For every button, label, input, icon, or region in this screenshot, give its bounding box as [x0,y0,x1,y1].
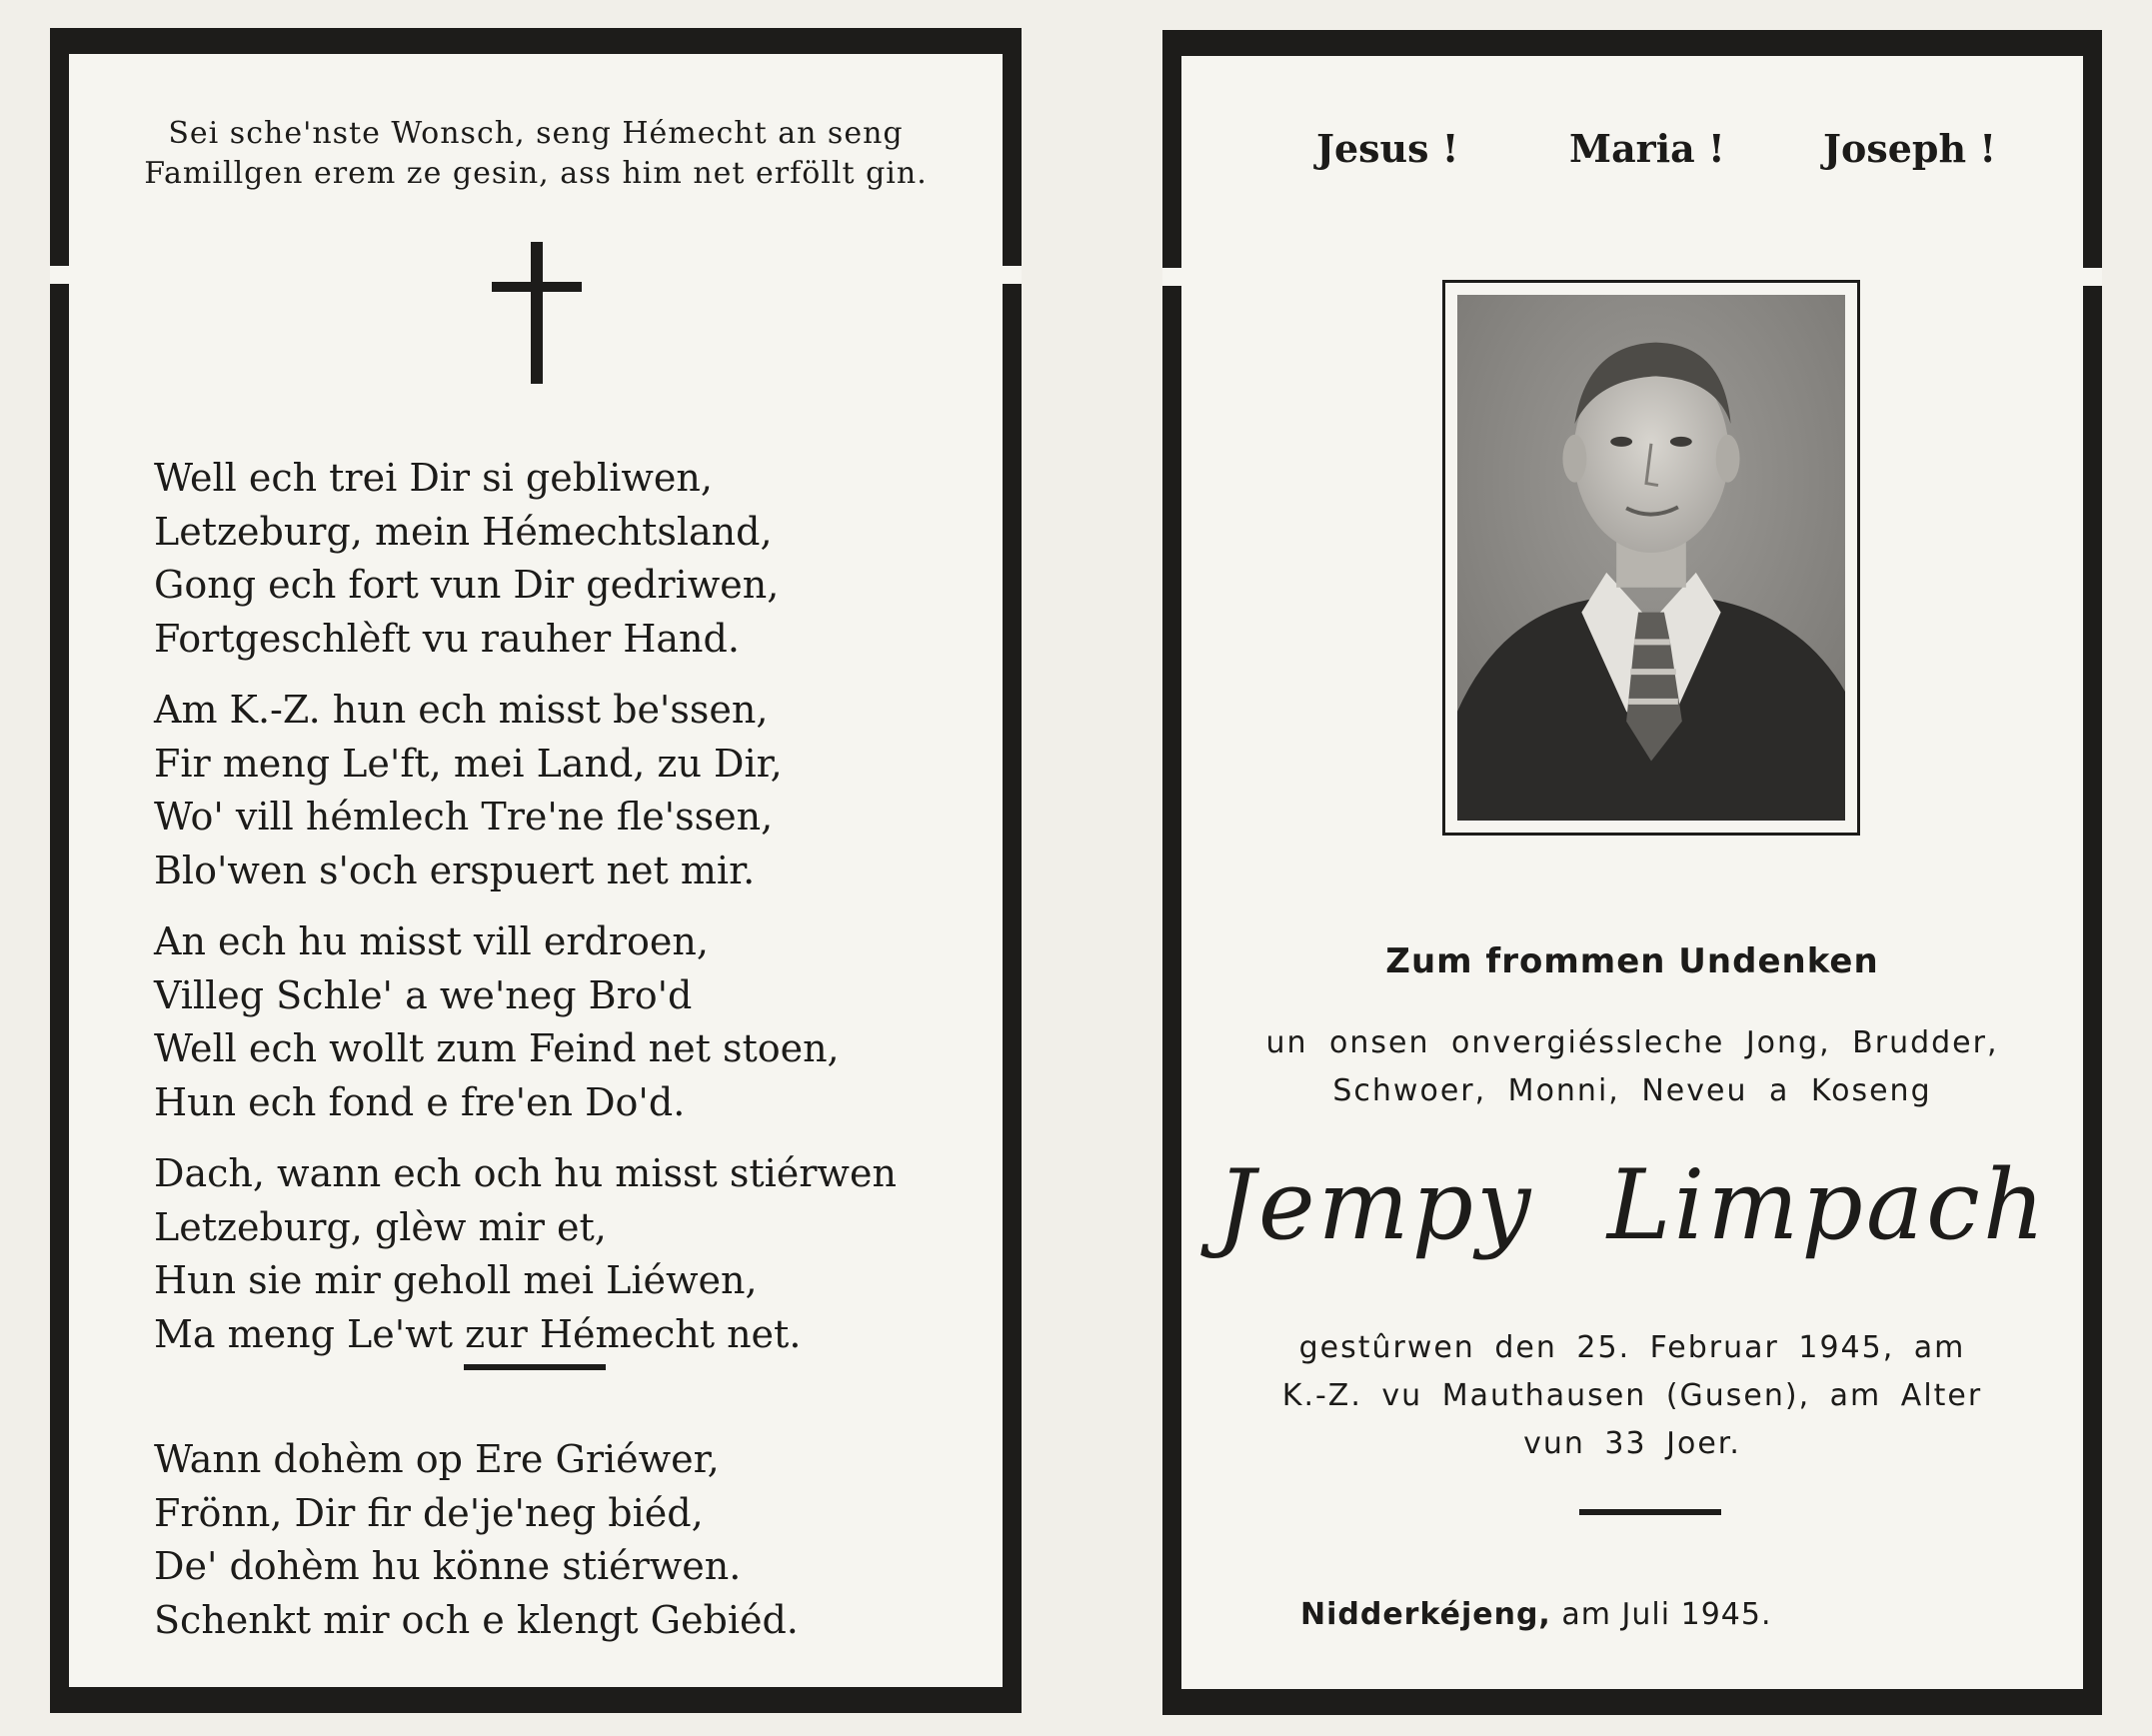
stanza [154,452,897,666]
poem-line: Fortgeschlèft vu rauher Hand. [154,616,740,661]
memorial-heading: Zum frommen Undenken [1385,941,1879,981]
death-notice-line: vun 33 Joer. [1523,1426,1741,1461]
poem-line: Hun ech fond e fre'en Do'd. [154,1079,686,1124]
divider [464,1364,606,1370]
place-name: Nidderkéjeng, [1300,1597,1551,1632]
poem-line: Letzeburg, mein Hémechtsland, [154,509,773,554]
death-notice-line: K.-Z. vu Mauthausen (Gusen), am Alter [1281,1378,1983,1413]
poem-line: Blo'wen s'och erspuert net mir. [154,848,756,892]
poem-line: Dach, wann ech och hu misst stiérwen [154,1151,897,1195]
poem-line: De' dohèm hu könne stiérwen. [154,1544,742,1588]
death-notice [1202,1324,2062,1468]
invocation-joseph: Joseph ! [1823,126,1997,171]
invocation-jesus: Jesus ! [1316,126,1459,171]
border-right-lower [1003,284,1022,1687]
poem-line: Fir meng Le'ft, mei Land, zu Dir, [154,741,783,786]
border-bottom [1162,1689,2102,1715]
dedication [1202,1019,2062,1115]
border-bottom [50,1687,1022,1713]
poem-line: Schenkt mir och e klengt Gebiéd. [154,1597,799,1642]
divider [1579,1509,1721,1515]
date-text: am Juli 1945. [1561,1597,1772,1632]
stanza [154,684,897,897]
portrait-photo [1457,295,1845,821]
poem-line: Wann dohèm op Ere Griéwer, [154,1437,720,1481]
stanza [154,1147,897,1361]
border-top [50,28,1022,54]
cross-icon [492,242,582,384]
border-right-lower [2083,286,2102,1689]
poem-line: Am K.-Z. hun ech misst be'ssen, [154,688,769,732]
poem-line: Frönn, Dir fir de'je'neg biéd, [154,1490,704,1535]
poem-line: Ma meng Le'wt zur Hémecht net. [154,1311,802,1356]
memorial-card [1162,30,2102,1715]
epigraph-line: Sei sche'nste Wonsch, seng Hémecht an seng [168,116,904,151]
death-notice-line: gestûrwen den 25. Februar 1945, am [1298,1330,1966,1365]
poem-line: Letzeburg, glèw mir et, [154,1204,607,1249]
poem-line: Well ech wollt zum Feind net stoen, [154,1026,840,1070]
dedication-line: Schwoer, Monni, Neveu a Koseng [1332,1073,1932,1108]
dedication-line: un onsen onvergiéssleche Jong, Brudder, [1265,1025,1999,1060]
poem-card [50,28,1022,1713]
poem-line: Well ech trei Dir si gebliwen, [154,456,713,500]
poem-line: Wo' vill hémlech Tre'ne fle'ssen, [154,795,774,839]
border-top [1162,30,2102,56]
epigraph-line: Famillgen erem ze gesin, ass him net erföllt gin. [144,156,928,191]
stanza [154,915,897,1129]
border-right-upper [1003,54,1022,266]
border-left-lower [1162,286,1181,1689]
poem-line: Gong ech fort vun Dir gedriwen, [154,563,780,607]
deceased-name: Jempy Limpach [1216,1149,2048,1261]
epigraph [110,114,962,194]
poem-line: Hun sie mir geholl mei Liéwen, [154,1258,758,1302]
border-left-lower [50,284,69,1687]
invocation-maria: Maria ! [1569,126,1725,171]
border-left-upper [50,54,69,266]
poem-line: An ech hu misst vill erdroen, [154,919,709,963]
place-date-line [1300,1597,1772,1632]
closing-stanza [154,1433,799,1665]
invocations [1162,126,2102,186]
portrait-illustration [1457,295,1845,821]
poem-line: Villeg Schle' a we'neg Bro'd [154,972,693,1017]
poem [154,452,897,1379]
portrait-frame [1442,280,1860,836]
